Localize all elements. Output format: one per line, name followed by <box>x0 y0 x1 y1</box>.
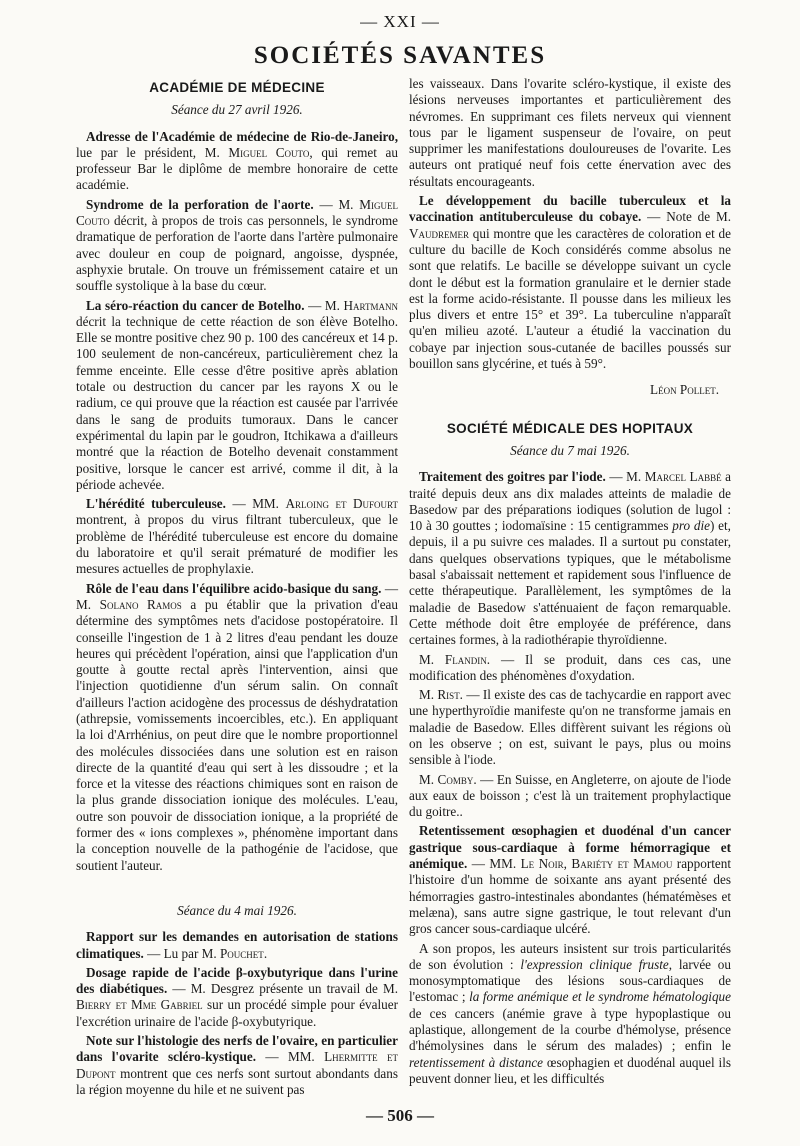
left-column <box>76 76 398 1101</box>
text: rapportent l'histoire d'un homme de soixante ans ayant présenté des hémorragies gastro-intestinales abondantes (hématémèses et melæna), sans autre signe gastrique, le tout relevant d'un gros cancer sous-cardiaque ulcéré. <box>409 856 732 937</box>
page-number: — 506 — <box>366 1106 434 1125</box>
text: de ces cancers (anémie grave à type hypoplastique ou aplastique, allongement de la courbe d'hémolyse, présence d'hémolysines dans le sérum des malades) ; enfin le <box>409 1005 731 1054</box>
session-date: Séance du 27 avril 1926. <box>171 102 303 118</box>
text: œsophagien et duodénal auquel ils peuvent donner lieu, et les difficultés <box>409 1054 731 1086</box>
author-name: M. Rist. <box>419 687 463 703</box>
paragraph-heading: La séro-réaction du cancer de Botelho. <box>86 297 305 313</box>
spacer <box>76 877 398 901</box>
text: — M. <box>304 297 344 313</box>
text: sur un procédé simple pour évaluer l'excrétion urinaire de l'acide β-oxybutyrique. <box>76 997 398 1029</box>
right-column <box>409 76 731 1090</box>
paragraph <box>76 581 398 874</box>
paragraph-heading: Rôle de l'eau dans l'équilibre acido-basique du sang. <box>86 580 382 596</box>
text: montrent que ces nerfs sont surtout abondants dans la région moyenne du hile et ne suivent pas <box>76 1065 398 1097</box>
text: . <box>263 945 268 961</box>
text: décrit, à propos de trois cas personnels, le syndrome dramatique de perforation de l'aorte dans l'artère pulmonaire avec douleur en coup de poignard, angoisse, dyspnée, asphyxie brutale. On trouve un frémissement cataire et un souffle systolique à la base du cœur. <box>76 213 398 294</box>
paragraph-heading: Rapport sur les demandes en autorisation de stations climatiques. <box>76 929 398 961</box>
paragraph <box>409 772 731 821</box>
paragraph: les vaisseaux. Dans l'ovarite scléro-kystique, il existe des lésions nerveuses importantes et particulièrement des névromes. En supprimant ces filets nerveux qui viennent tous par le ligament suspenseur de l'ovaire, on peut supprimer les manifestations douloureuses de l'ovarite. Les auteurs ont pratiqué neuf fois cette énervation avec des résultats encourageants. <box>409 76 731 189</box>
author-name: Lhermitte et Dupont <box>76 1049 399 1081</box>
text: pro die <box>672 518 710 534</box>
author-name: Marcel Labbé <box>644 469 722 485</box>
text: , qui remet au professeur Bar le diplôme de membre honoraire de cette académie. <box>76 144 398 193</box>
paragraph <box>76 965 398 1030</box>
text: — Il existe des cas de tachycardie en rapport avec une hyperthyroïdie manifeste qu'on ne transforme jamais en maladie de Basedow. Elles diffèrent suivant les régions où on les observe ; on est, suivant le pays, plus ou moins sensible à l'iode. <box>409 687 731 768</box>
paragraph <box>76 1033 398 1098</box>
session-date: Séance du 7 mai 1926. <box>510 442 630 458</box>
text: — MM. <box>225 496 286 512</box>
paragraph-heading: Retentissement œsophagien et duodénal d'un cancer gastrique sous-cardiaque à forme hémorragique et anémique. <box>409 823 731 872</box>
author-name: M. Flandin. <box>419 651 491 667</box>
author-name: Le Noir, Bariéty et Mamou <box>520 856 673 872</box>
paragraph <box>76 197 398 295</box>
text: — Note de M. <box>641 209 731 225</box>
paragraph <box>409 687 731 768</box>
paragraph <box>409 469 731 648</box>
paragraph <box>409 941 731 1088</box>
paragraph-heading: L'hérédité tuberculeuse. <box>86 496 226 512</box>
section-title-societe: SOCIÉTÉ MÉDICALE DES HOPITAUX <box>446 420 694 436</box>
signature: Léon Pollet. <box>650 382 719 398</box>
author-name: Bierry et Mme Gabriel <box>76 997 203 1013</box>
paragraph <box>409 652 731 685</box>
text: — En Suisse, en Angleterre, on ajoute de l'iode aux eaux de boisson ; c'est là un traitement prophylactique du goitre.. <box>409 771 731 820</box>
author-name: Hartmann <box>343 297 398 313</box>
author-name: Arloing et Dufourt <box>285 496 398 512</box>
paragraph <box>409 193 731 372</box>
text: — MM. <box>467 856 521 872</box>
text: lue par le président, M. <box>76 144 229 160</box>
text: retentissement à distance <box>409 1054 544 1070</box>
paragraph <box>76 298 398 494</box>
author-name: M. Comby. <box>419 771 477 787</box>
text: ) et, depuis, il a pu suivre ces malades. Il a surtout pu constater, dans quelques observations typiques, que le métabolisme basal s'abaissait nettement et rapidement sous l'influence de cette thérapeutique. Parallèlement, les symptômes de la maladie de Basedow s'atténuaient de façon remarquable. Cette méthode doit être employée de préférence, dans certaines formes, à la radiothérapie thyroïdienne. <box>409 518 731 648</box>
text: — Lu par M. <box>143 945 220 961</box>
text: l'expression clinique fruste <box>520 956 669 972</box>
page-roman-numeral: — XXI — <box>360 12 440 31</box>
paragraph-heading: Syndrome de la perforation de l'aorte. <box>86 196 314 212</box>
paragraph-heading: Traitement des goitres par l'iode. <box>419 469 606 485</box>
text: A son propos, les auteurs insistent sur trois particularités de son évolution : <box>409 940 731 972</box>
text: — M. <box>605 469 645 485</box>
paragraph-heading: Dosage rapide de l'acide β-oxybutyrique dans l'urine des diabétiques. <box>76 964 398 997</box>
text: , larvée ou monosymptomatique des lésions sous-cardiaques de l'estomac ; <box>409 956 731 1005</box>
author-name: Miguel Couto <box>76 196 398 229</box>
author-name: Solano Ramos <box>99 596 182 612</box>
session-date: Séance du 4 mai 1926. <box>177 902 297 918</box>
paragraph-heading: Note sur l'histologie des nerfs de l'ovaire, en particulier dans l'ovarite scléro-kystique. <box>76 1033 398 1065</box>
paragraph-heading: Le développement du bacille tuberculeux et la vaccination antituberculeuse du cobaye. <box>409 193 731 225</box>
text: montrent, à propos du virus filtrant tuberculeux, que le problème de l'hérédité tuberculeuse est encore du domaine du laboratoire et qu'il serait prématuré de modifier les mesures actuelles de prophylaxie. <box>76 512 398 577</box>
text: — M. <box>76 580 399 612</box>
text: — Il se produit, dans ces cas, une modification des phénomènes d'oxydation. <box>409 651 731 683</box>
paragraph-heading: Adresse de l'Académie de médecine de Rio-de-Janeiro, <box>86 128 398 144</box>
author-name: Pouchet <box>219 945 264 961</box>
author-name: Miguel Couto <box>228 144 310 160</box>
text: a pu établir que la privation d'eau détermine des symptômes nets d'acidose postopératoire. Il conseille l'ingestion de 1 à 2 litres d'eau pendant les douze heures qui précèdent l'opération, ainsi que l'application d'un goutte à goutte rectal après l'intervention, ainsi que l'injection quotidienne d'un sérum salin. On connaît d'ailleurs l'action acidogène des processus de déshydratation (athrepsie, vomissements incoercibles, etc.). En appliquant la loi d'Arrhénius, on peut dire que le nombre proportionnel des molécules dissociées dans une solution est en raison directe de la quantité d'eau qui sert à les dissoudre ; et la force et la vitesse des réactions chimiques sont en raison de la plus grande dissociation ionique des molécules. L'eau, outre son pouvoir de dissociation ionique, a la propriété de former des « ions complexes », phénomène important dans la conception nouvelle de la pathogénie de l'acidose, que soutient l'auteur. <box>76 596 399 873</box>
text: qui montre que les caractères de coloration et de culture du bacille de Koch considérés comme absolus ne sont que relatifs. Le bacille se développe suivant un cycle dont le début est la formation granulaire et le dernier stade est la forme acido-résistante. Il pousse dans les milieux les plus divers et entre 15° et 39°. La tuberculine n'apparaît qu'en milieu azoté. L'auteur a étudié la vaccination du cobaye par injection sous-cutanée de bacilles poussés sur bouillon sans glycérine, et tués à 59°. <box>409 225 731 372</box>
text: — M. Desgrez présente un travail de M. <box>167 981 399 997</box>
paragraph <box>409 823 731 937</box>
text: — MM. <box>256 1049 325 1065</box>
author-name: Vaudremer <box>409 225 470 241</box>
paragraph <box>76 929 398 962</box>
text: décrit la technique de cette réaction de son élève Botelho. Elle se montre positive chez 90 p. 100 des cancéreux et 14 p. 100 seulement de non-cancéreux, particulièrement chez la femme enceinte. Elle cesse d'être positive après ablation totale ou destruction du cancer par les rayons X ou le radium, ce qui prouve que la réaction est causée par l'arrivée dans le sang de produits tumoraux. Dans le cancer expérimental du lapin par le goudron, Itchikawa a d'ailleurs montré que la réaction de Botelho devenait constamment positive, lorsque le cancer est arrivé, comme il dit, à la période achevée. <box>76 313 398 492</box>
paragraph <box>76 129 398 194</box>
text: — M. <box>313 196 360 212</box>
text: la forme anémique et le syndrome hématologique <box>469 989 731 1005</box>
text: a traité depuis deux ans dix malades atteints de maladie de Basedow par des préparations iodiques (solution de lugol : 10 à 30 gouttes ; iodomaïsine : 15 centigrammes <box>409 469 731 534</box>
paragraph <box>76 496 398 577</box>
section-title-academie: ACADÉMIE DE MÉDECINE <box>149 80 325 95</box>
page-title: SOCIÉTÉS SAVANTES <box>253 42 547 69</box>
